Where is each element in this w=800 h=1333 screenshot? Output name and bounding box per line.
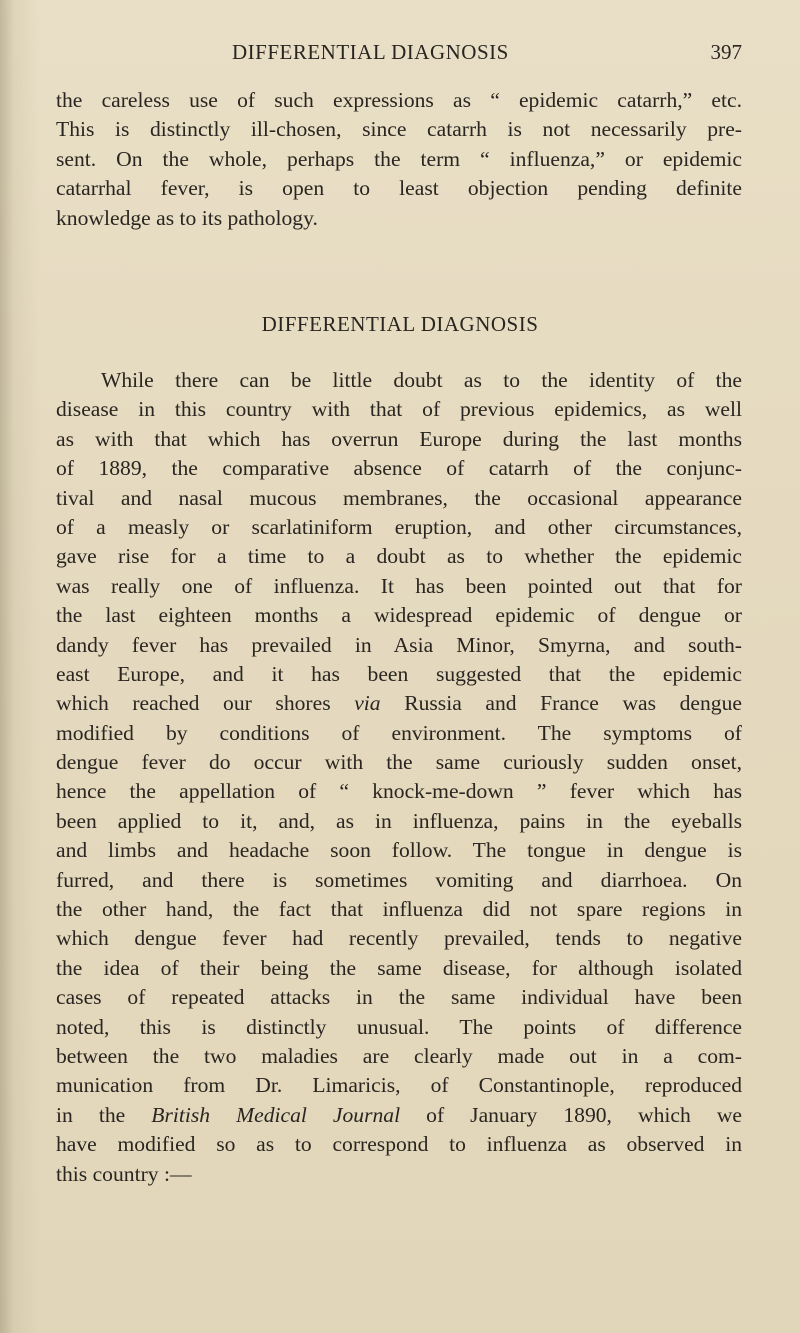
text-line: this country :—	[56, 1161, 192, 1186]
page-number: 397	[710, 40, 742, 64]
text-line-with-italic	[56, 689, 742, 718]
text-line: as with that which has overrun Europe during the last months	[56, 426, 742, 451]
paragraph-differential-diagnosis	[56, 366, 742, 1189]
text-line: the other hand, the fact that influenza did not spare regions in	[56, 897, 742, 922]
text-line: catarrhal fever, is open to least objection pending definite	[56, 176, 742, 201]
text-segment: Russia and France was dengue	[404, 691, 742, 716]
text-line: noted, this is distinctly unusual. The points of difference	[56, 1014, 742, 1039]
text-line-with-italic	[56, 1101, 742, 1130]
text-line: the idea of their being the same disease, for although isolated	[56, 955, 742, 980]
text-line: modified by conditions of environment. The symptoms of	[56, 720, 742, 745]
text-line: the careless use of such expressions as “ epidemic catarrh,” etc.	[56, 88, 742, 112]
text-line: cases of repeated attacks in the same individual have been	[56, 985, 742, 1010]
text-line: This is distinctly ill-chosen, since catarrh is not necessarily pre-	[56, 117, 742, 142]
section-heading: DIFFERENTIAL DIAGNOSIS	[261, 312, 539, 336]
text-line: between the two maladies are clearly made out in a com-	[56, 1043, 742, 1068]
text-line: furred, and there is sometimes vomiting and diarrhoea. On	[56, 867, 742, 892]
text-line: tival and nasal mucous membranes, the occasional appearance	[56, 485, 742, 510]
text-segment: which reached our shores	[56, 691, 331, 716]
text-line: disease in this country with that of previous epidemics, as well	[56, 397, 742, 422]
text-line: sent. On the whole, perhaps the term “ influenza,” or epidemic	[56, 146, 742, 171]
italic-journal-title: British Medical Journal	[151, 1102, 401, 1127]
text-line: dandy fever has prevailed in Asia Minor, Smyrna, and south-	[56, 632, 742, 657]
text-segment: of January 1890, which we	[426, 1102, 742, 1127]
text-line: hence the appellation of “ knock-me-down ” fever which has	[56, 779, 742, 804]
text-line-content: While there can be little doubt as to the identity of the	[101, 368, 742, 392]
text-line: have modified so as to correspond to influenza as observed in	[56, 1132, 742, 1157]
text-line: munication from Dr. Limaricis, of Constantinople, reproduced	[56, 1073, 742, 1098]
italic-via: via	[354, 691, 381, 716]
text-line-first	[56, 366, 742, 395]
text-segment: in the	[56, 1102, 126, 1127]
text-line: and limbs and headache soon follow. The tongue in dengue is	[56, 838, 742, 863]
running-head	[56, 40, 742, 70]
text-line: of 1889, the comparative absence of catarrh of the conjunc-	[56, 456, 742, 481]
text-line: of a measly or scarlatiniform eruption, and other circumstances,	[56, 514, 742, 539]
text-line: gave rise for a time to a doubt as to whether the epidemic	[56, 544, 742, 569]
text-line: was really one of influenza. It has been pointed out that for	[56, 573, 742, 598]
text-line: which dengue fever had recently prevailed, tends to negative	[56, 926, 742, 951]
text-line: been applied to it, and, as in influenza, pains in the eyeballs	[56, 808, 742, 833]
text-line: knowledge as to its pathology.	[56, 205, 318, 230]
paragraph-continuation	[56, 86, 742, 233]
text-line: the last eighteen months a widespread epidemic of dengue or	[56, 603, 742, 628]
text-line: east Europe, and it has been suggested that the epidemic	[56, 661, 742, 686]
text-line: dengue fever do occur with the same curiously sudden onset,	[56, 750, 742, 775]
running-title: DIFFERENTIAL DIAGNOSIS	[232, 40, 509, 64]
